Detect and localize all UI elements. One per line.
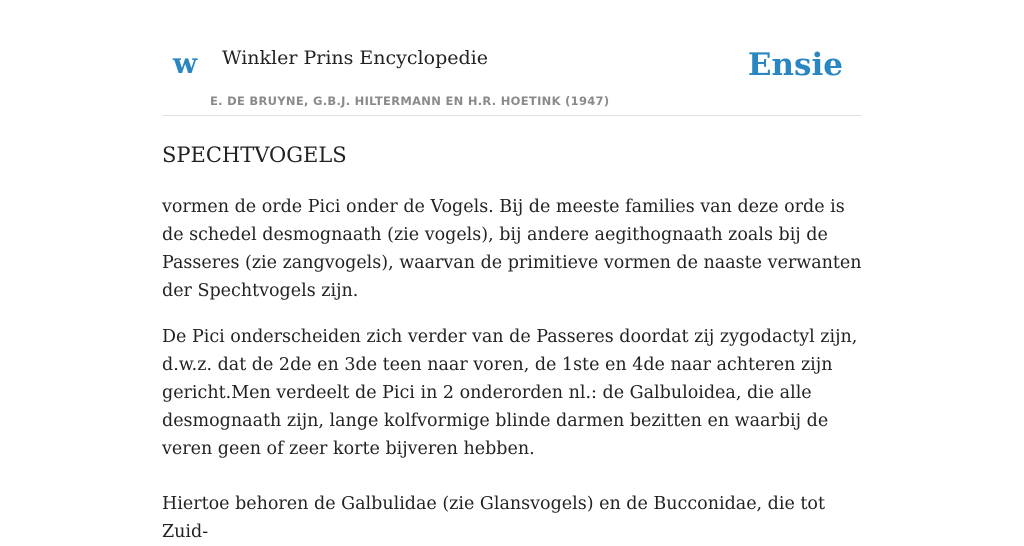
ensie-logo[interactable]: Ensie (747, 47, 843, 83)
authors-line: E. DE BRUYNE, G.B.J. HILTERMANN EN H.R. HOETINK (1947) (210, 94, 610, 108)
page (162, 0, 862, 546)
logo-icon[interactable]: w (173, 47, 198, 80)
entry-paragraph-1: vormen de orde Pici onder de Vogels. Bij de meeste families van deze orde is de schedel desmognaath (zie vogels), bij andere aegithognaath zoals bij de Passeres (zie zangvogels), waarvan de primitieve vormen de naaste verwanten der Spechtvogels zijn. (162, 197, 862, 302)
entry-paragraph-3: Hiertoe behoren de Galbulidae (zie Glansvogels) en de Bucconidae, die tot Zuid- (162, 494, 826, 543)
encyclopedia-title[interactable]: Winkler Prins Encyclopedie (222, 47, 488, 69)
entry-title: SPECHTVOGELS (162, 143, 347, 167)
site-header (162, 0, 862, 116)
entry-paragraph-2: De Pici onderscheiden zich verder van de Passeres doordat zij zygodactyl zijn, d.w.z. dat de 2de en 3de teen naar voren, de 1ste en 4de naar achteren zijn gericht.Men verdeelt de Pici in 2 onderorden nl.: de Galbuloidea, die alle desmognaath zijn, lange kolfvormige blinde darmen bezitten en waarbij de veren geen of zeer korte bijveren hebben. (162, 327, 858, 460)
